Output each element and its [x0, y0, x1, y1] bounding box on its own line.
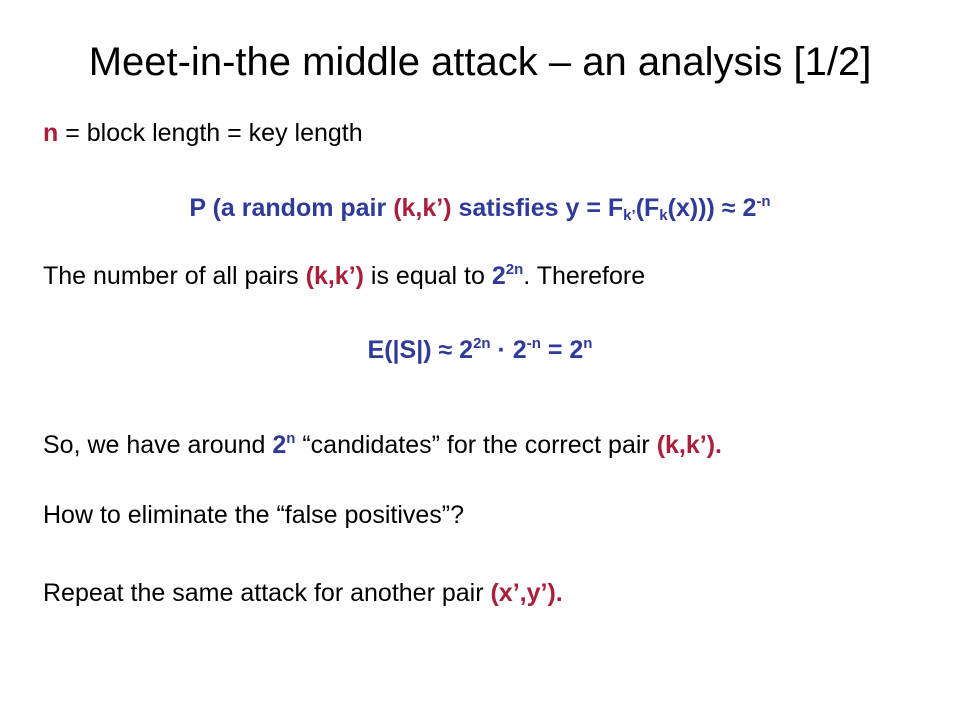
pairs-text-c: is equal to: [363, 262, 492, 290]
expect-formula: $E(|S|) \approx 2^{2n} \cdot 2^{-n} = 2^n$: [367, 335, 593, 364]
candidates-line: [43, 431, 722, 460]
repeat-text: Repeat the same attack for another pair: [43, 579, 491, 607]
repeat-pair: (x’,y’).: [490, 579, 563, 607]
pairs-count-line: [43, 262, 645, 291]
cand-power: 2$^n$: [272, 430, 296, 459]
prob-equation: $y = F_{k’}(F_k(x))) \approx 2^{-n}$: [565, 193, 771, 224]
cand-text-c: “candidates” for the correct pair: [295, 431, 657, 459]
prob-pair: (k,k’): [393, 194, 452, 222]
prob-text-c: satisfies: [451, 194, 566, 222]
definition-text: = block length = key length: [58, 119, 363, 147]
variable-n: n: [43, 119, 59, 147]
definition-line: [43, 119, 363, 148]
pairs-pair: (k,k’): [305, 262, 364, 290]
question-line: How to eliminate the “false positives”?: [43, 501, 465, 529]
repeat-line: [43, 579, 563, 608]
slide-title: Meet-in-the middle attack – an analysis [1/2]: [88, 40, 872, 84]
prob-text-a: P (a random pair: [189, 194, 394, 222]
pairs-text-e: . Therefore: [523, 262, 646, 290]
expectation-formula: [0, 336, 960, 365]
cand-text-a: So, we have around: [43, 431, 273, 459]
pairs-text-a: The number of all pairs: [43, 262, 306, 290]
pairs-power: $2^{2n}$: [491, 261, 524, 290]
probability-formula: [0, 194, 960, 223]
cand-pair: (k,k’).: [656, 431, 722, 459]
